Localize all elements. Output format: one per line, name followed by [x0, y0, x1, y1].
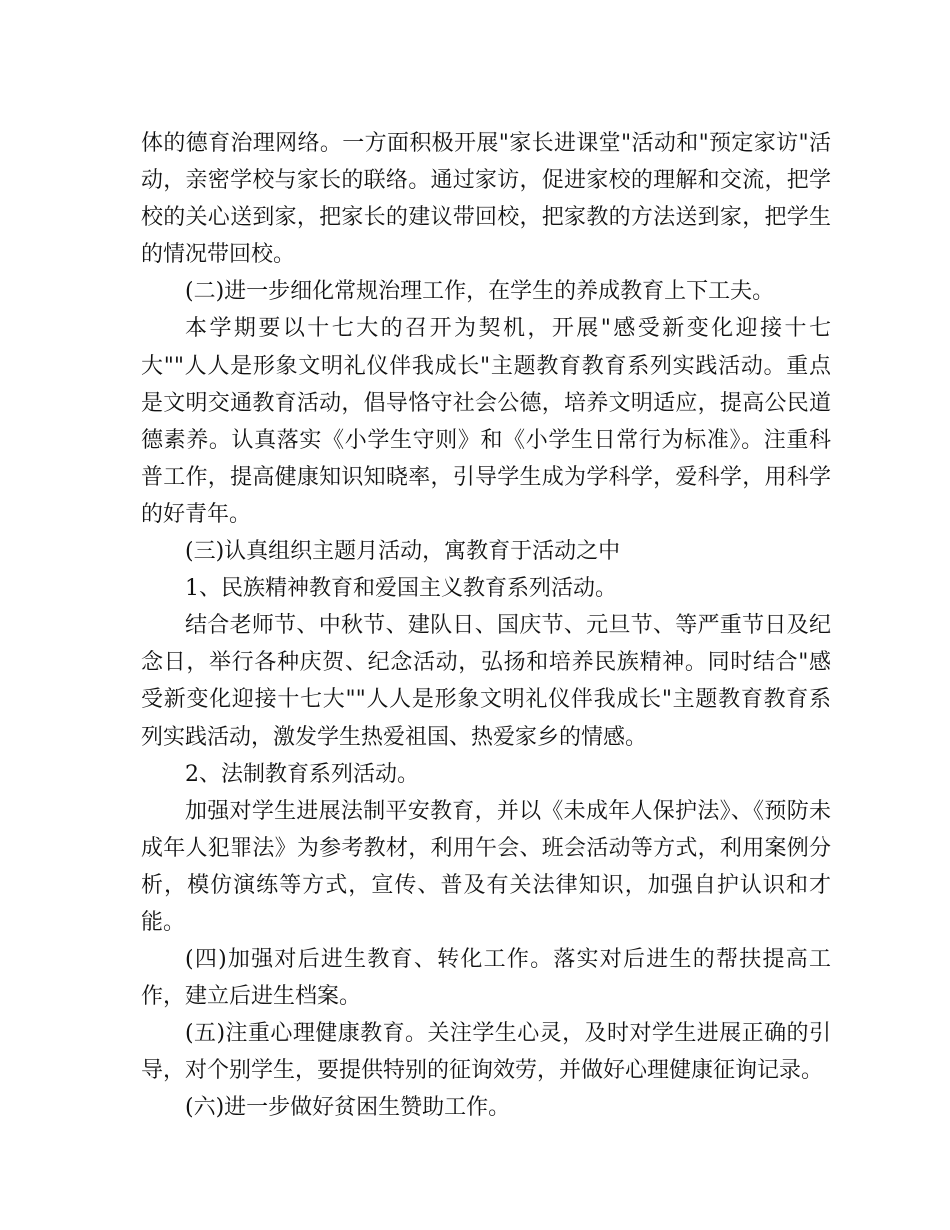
heading-poverty-aid: (六)进一步做好贫困生赞助工作。 — [185, 1095, 511, 1121]
paragraph-home-visits: 体的德育治理网络。一方面积极开展"家长进课堂"活动和"预定家访"活动，亲密学校与家长的联络。通过家访，促进家校的理解和交流，把学校的关心送到家，把家长的建议带回校，把家教的方法送到家，把学生的情况带回校。 — [141, 131, 831, 268]
paragraph-struggling-students: (四)加强对后进生教育、转化工作。落实对后进生的帮扶提高工作，建立后进生档案。 — [141, 947, 831, 1010]
paragraph-theme-activities: 本学期要以十七大的召开为契机，开展"感受新变化迎接十七大""人人是形象文明礼仪伴我成长"主题教育教育系列实践活动。重点是文明交通教育活动，倡导恪守社会公德，培养文明适应，提高公民道德素养。认真落实《小学生守则》和《小学生日常行为标准》。注重科普工作，提高健康知识知晓率，引导学生成为学科学，爱科学，用科学的好青年。 — [141, 316, 831, 527]
paragraph-legal-education: 加强对学生进展法制平安教育，并以《未成年人保护法》、《预防未成年人犯罪法》为参考教材，利用午会、班会活动等方式，利用案例分析，模仿演练等方式，宣传、普及有关法律知识，加强自护认识和才能。 — [141, 798, 831, 935]
heading-legal-education: 2、法制教育系列活动。 — [185, 761, 419, 787]
document-body — [141, 125, 831, 1127]
paragraph-mental-health: (五)注重心理健康教育。关注学生心灵，及时对学生进展正确的引导，对个别学生，要提供特别的征询效劳，并做好心理健康征询记录。 — [141, 1021, 831, 1084]
paragraph-festivals: 结合老师节、中秋节、建队日、国庆节、元旦节、等严重节日及纪念日，举行各种庆贺、纪念活动，弘扬和培养民族精神。同时结合"感受新变化迎接十七大""人人是形象文明礼仪伴我成长"主题教育教育系列实践活动，激发学生热爱祖国、热爱家乡的情感。 — [141, 613, 831, 750]
heading-national-spirit: 1、民族精神教育和爱国主义教育系列活动。 — [185, 576, 617, 602]
heading-theme-month: (三)认真组织主题月活动，寓教育于活动之中 — [185, 539, 621, 565]
heading-routine-management: (二)进一步细化常规治理工作，在学生的养成教育上下工夫。 — [185, 279, 775, 305]
